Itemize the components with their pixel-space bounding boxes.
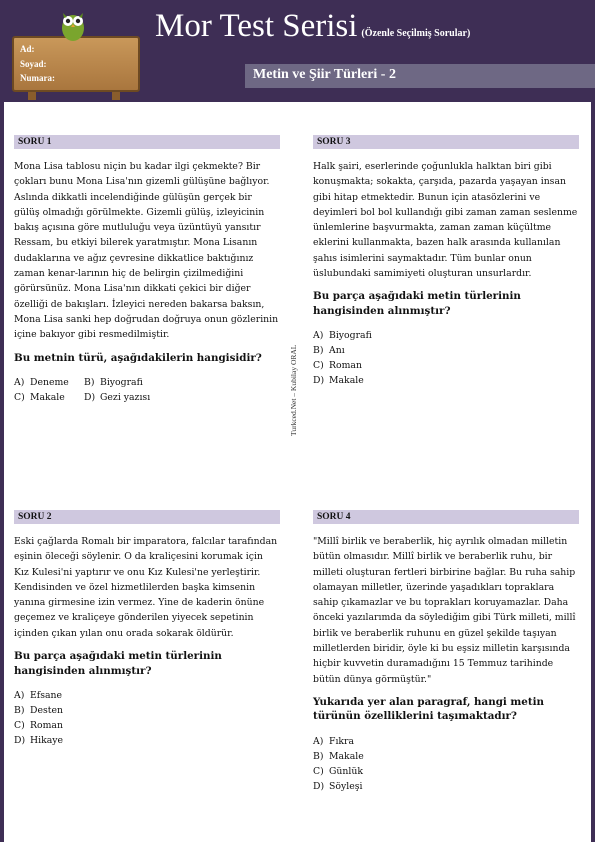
question-label: SORU 4 [313, 510, 579, 524]
answer-options [313, 734, 579, 794]
option-a[interactable]: A) Efsane [14, 690, 63, 702]
option-a[interactable]: A) Deneme [14, 377, 69, 389]
question-label: SORU 3 [313, 135, 579, 149]
column-divider [290, 102, 297, 842]
name-field-label: Ad: [20, 44, 35, 54]
surname-field-label: Soyad: [20, 59, 47, 69]
option-b[interactable]: B) Makale [313, 750, 364, 762]
question-label: SORU 1 [14, 135, 280, 149]
question-3 [313, 135, 579, 388]
question-text: Eski çağlarda Romalı bir imparatora, falcılar tarafından eşinin öleceği söylenir. O da kraliçesini korumak için Kız Kulesi'ni yaptırır ve onu Kız Kulesi'ne yerleştirir. Kendisinden ve özel hizmetlilerden başka kimsenin yanına girmesine izin vermez. Yine de kaderin önüne geçemez ve kraliçeye gönderilen yiyecek sepetinin içinden çıkan yılan onu orada sokarak öldürür. [14, 536, 278, 639]
option-a[interactable]: A) Biyografi [313, 330, 372, 342]
question-text: Mona Lisa tablosu niçin bu kadar ilgi çekmekte? Bir çokları bunu Mona Lisa'nın gizemli gülüşüne bağlıyor. Aslında dikkatli incelendiğinde gülüşün gerçek bir gülüş olmadığı görülmekte. Gizemli gülüş, izleyicinin bakış açısına göre mutluluğu veya üzüntüyü yansıtır Ressam, bu etkiyi bilerek yaratmıştır. Mona Lisanın dudaklarına ve ağız çevresine dikkatlice baktığınız zaman kenar-larının hiç de belirgin çizilmediğini görürsünüz. Mona Lisa'nın dikkati çekici bir diğer özelliği de bakışları. İzleyici nereden bakarsa baksın, Mona Lisa sanki hep doğrudan doğruya onun gözlerinin içine bakıyor gibi resmedilmiştir. [14, 161, 279, 341]
option-c[interactable]: C) Roman [14, 720, 63, 732]
answer-options [14, 688, 280, 748]
answer-options [313, 328, 579, 388]
question-prompt: Bu metnin türü, aşağıdakilerin hangisidir? [14, 351, 262, 364]
question-label: SORU 2 [14, 510, 280, 524]
topic-banner [245, 64, 595, 88]
page-header [0, 0, 595, 102]
option-d[interactable]: D) Söyleşi [313, 780, 363, 792]
option-d[interactable]: D) Gezi yazısı [84, 392, 151, 404]
series-title: Mor Test Serisi [155, 8, 358, 44]
option-b[interactable]: B) Desten [14, 705, 63, 717]
option-c[interactable]: C) Makale [14, 392, 65, 404]
watermark-text: Turkced.Net – Kubilay ORAL [289, 344, 298, 436]
question-1 [14, 135, 280, 405]
option-d[interactable]: D) Makale [313, 375, 364, 387]
option-c[interactable]: C) Günlük [313, 765, 363, 777]
question-prompt: Bu parça aşağıdaki metin türlerinin hangisinden alınmıştır? [14, 650, 222, 677]
question-text: "Millî birlik ve beraberlik, hiç ayrılık olmadan milletin bütün olmasıdır. Millî birlik ve beraberlik ruhu, bir milleti oluşturan fertleri birbirine bağlar. Bu ruha sahip olamayan milletler, üzerinde yaşadıkları topraklara sahip çıkamazlar ve bu toprakları koruyamazlar. Daha önceki yazılarımda da söylediğim gibi Türk milleti, millî birlik ve beraberlik ruhunu en güzel şekilde taşıyan milletlerden biridir, öyle ki bu eşsiz milletin karşısında hiçbir kuvvetin duramadığını 15 Temmuz tarihinde bütün dünya görmüştür." [313, 536, 576, 685]
student-info-sign [12, 36, 140, 92]
question-4 [313, 510, 579, 794]
option-d[interactable]: D) Hikaye [14, 735, 64, 747]
option-a[interactable]: A) Fıkra [313, 735, 355, 747]
question-prompt: Yukarıda yer alan paragraf, hangi metin türünün özelliklerini taşımaktadır? [313, 695, 544, 723]
question-prompt: Bu parça aşağıdaki metin türlerinin hangisinden alınmıştır? [313, 290, 521, 317]
option-b[interactable]: B) Biyografi [84, 377, 143, 389]
number-field-label: Numara: [20, 73, 55, 83]
option-b[interactable]: B) Anı [313, 345, 345, 357]
page-title [155, 8, 470, 45]
answer-options [14, 375, 280, 405]
question-2 [14, 510, 280, 748]
question-text: Halk şairi, eserlerinde çoğunlukla halktan biri gibi konuşmakta; sokakta, çarşıda, pazarda yaşayan insan gibi hitap etmektedir. Bunun için atasözlerini ve deyimleri bol bol kullandığı gibi zaman zaman seslenme ünlemlerine başvurmakta, zaman zaman küçültme eklerini kullanmakta, bazen halk arasında kullanılan şahıs isimlerini saymaktadır. Tüm bunlar onun üslubundaki samimiyeti oluşturan unsurlardır. [313, 161, 578, 280]
owl-icon [58, 8, 88, 42]
topic-title: Metin ve Şiir Türleri - 2 [253, 67, 396, 82]
option-c[interactable]: C) Roman [313, 360, 362, 372]
series-subtitle: (Özenle Seçilmiş Sorular) [361, 28, 471, 39]
